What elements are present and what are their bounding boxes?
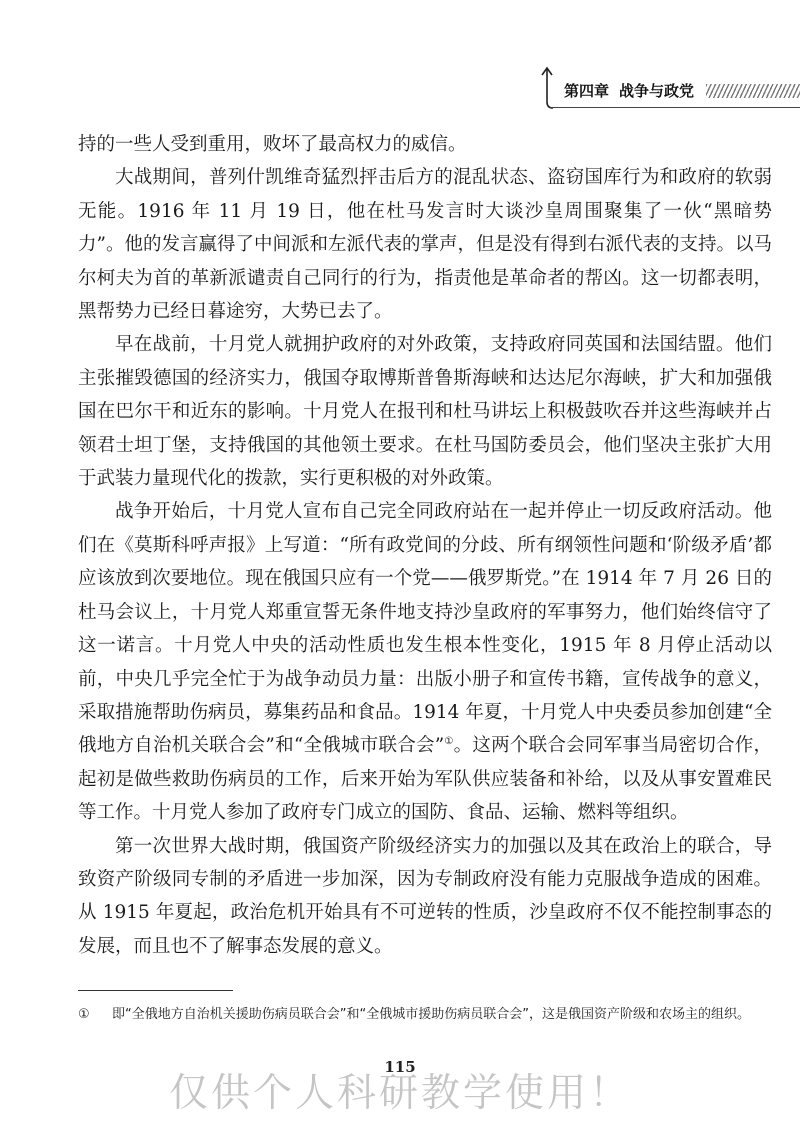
footnote-divider	[78, 990, 233, 991]
chapter-number: 第四章	[564, 82, 610, 100]
paragraph	[78, 495, 772, 829]
page-number: 115	[384, 1058, 416, 1076]
paragraph: 持的一些人受到重用，败坏了最高权力的威信。	[78, 134, 467, 155]
chapter-header	[538, 66, 800, 110]
header-rule	[550, 107, 800, 108]
paragraph: 大战期间，普列什凯维奇猛烈抨击后方的混乱状态、盗窃国库行为和政府的软弱无能。1916 年 11 月 19 日，他在杜马发言时大谈沙皇周围聚集了一伙“黑暗势力”。他的发言赢得了中间派和左派代表的掌声，但是没有得到右派代表的支持。以马尔柯夫为首的革新派谴责自己同行的行为，指责他是革命者的帮凶。这一切都表明，黑帮势力已经日暮途穷，大势已去了。	[78, 167, 772, 323]
body-text	[78, 128, 772, 963]
header-hatch-decoration	[706, 84, 800, 98]
chapter-name: 战争与政党	[619, 82, 695, 100]
footnote-text: 即“全俄地方自治机关援助伤病员联合会”和“全俄城市援助伤病员联合会”，这是俄国资产阶级和农场主的组织。	[112, 1007, 750, 1022]
paragraph: 第一次世界大战时期，俄国资产阶级经济实力的加强以及其在政治上的联合，导致资产阶级同专制的矛盾进一步加深，因为专制政府没有能力克服战争造成的困难。从 1915 年夏起，政治危机开始具有不可逆转的性质，沙皇政府不仅不能控制事态的发展，而且也不了解事态发展的意义。	[78, 835, 772, 957]
paragraph-text: 战争开始后，十月党人宣布自己完全同政府站在一起并停止一切反政府活动。他们在《莫斯科呼声报》上写道：“所有政党间的分歧、所有纲领性问题和‘阶级矛盾’都应该放到次要地位。现在俄国只应有一个党——俄罗斯党。”在 1914 年 7 月 26 日的杜马会议上，十月党人郑重宣誓无条件地支持沙皇政府的军事努力，他们始终信守了这一诺言。十月党人中央的活动性质也发生根本性变化，1915 年 8 月停止活动以前，中央几乎完全忙于为战争动员力量：出版小册子和宣传书籍，宣传战争的意义，采取措施帮助伤病员，募集药品和食品。1914 年夏，十月党人中央委员参加创建“全俄地方自治机关联合会”和“全俄城市联合会”	[78, 501, 772, 757]
footnote	[78, 1004, 772, 1026]
up-arrow-icon	[538, 66, 558, 110]
paragraph: 早在战前，十月党人就拥护政府的对外政策，支持政府同英国和法国结盟。他们主张摧毁德国的经济实力，俄国夺取博斯普鲁斯海峡和达达尼尔海峡，扩大和加强俄国在巴尔干和近东的影响。十月党人在报刊和杜马讲坛上积极鼓吹吞并这些海峡并占领君士坦丁堡，支持俄国的其他领土要求。在杜马国防委员会，他们坚决主张扩大用于武装力量现代化的拨款，实行更积极的对外政策。	[78, 334, 772, 490]
chapter-title	[564, 80, 694, 101]
footnote-mark: ①	[78, 1007, 90, 1022]
footnote-reference[interactable]: ①	[444, 736, 454, 748]
paragraph-text: 。这两个联合会同军事当局密切合作，起初是做些救助伤病员的工作，后来开始为军队供应装备和补给，以及从事安置难民等工作。十月党人参加了政府专门成立的国防、食品、运输、燃料等组织。	[78, 735, 772, 824]
watermark-text: 仅供个人科研教学使用！	[168, 1071, 631, 1116]
